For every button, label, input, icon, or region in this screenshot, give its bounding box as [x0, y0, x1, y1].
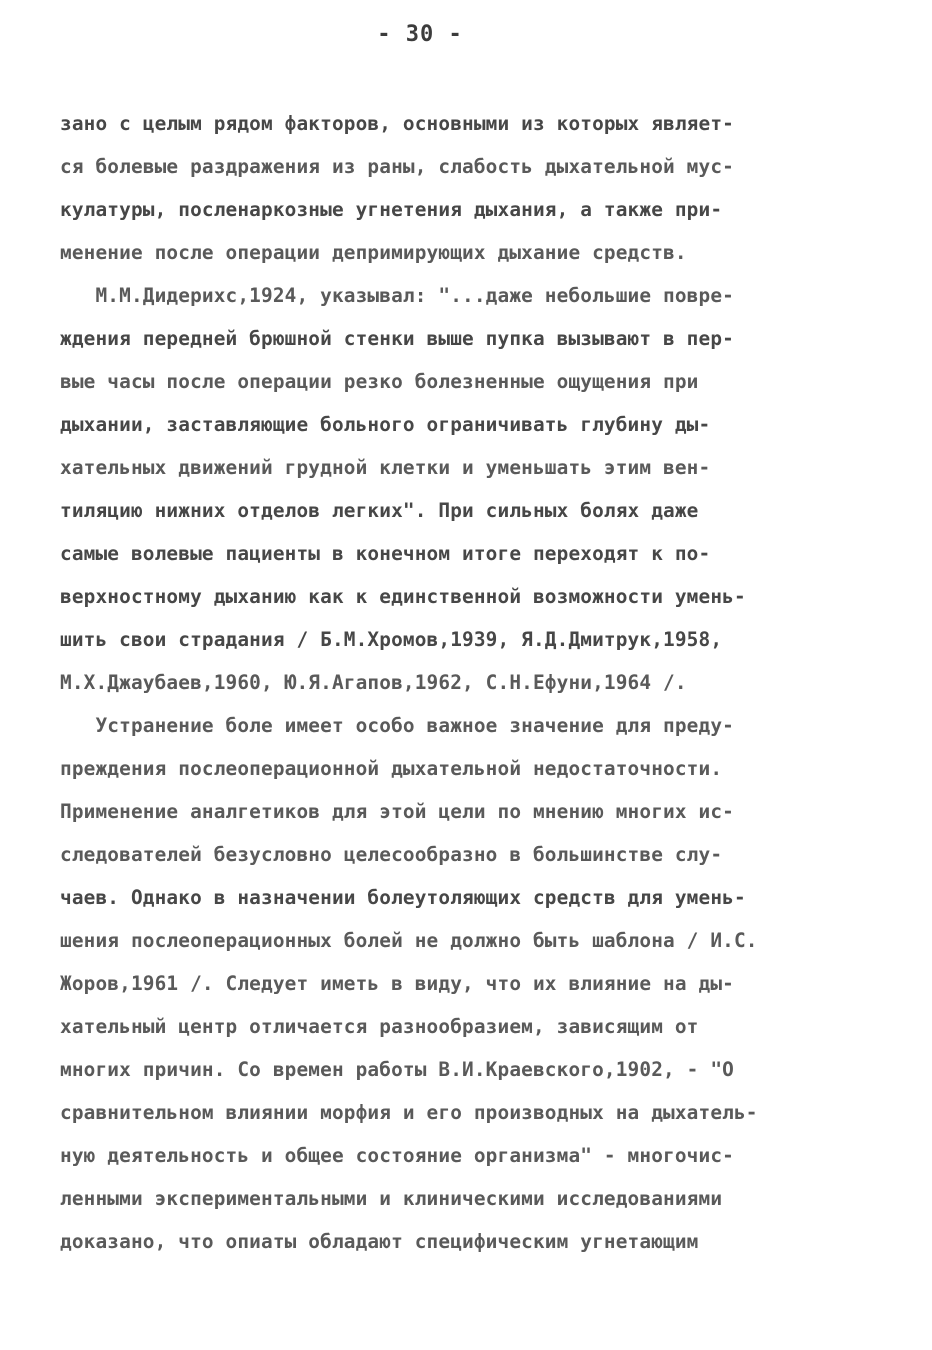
text-line: хательный центр отличается разнообразием, зависящим от [60, 1015, 699, 1038]
text-line: ся болевые раздражения из раны, слабость дыхательной мус- [60, 155, 734, 178]
text-line: Жоров,1961 /. Следует иметь в виду, что их влияние на ды- [60, 972, 734, 995]
paragraph-start-line: Устранение боле имеет особо важное значение для преду- [60, 714, 734, 737]
text-line: хательных движений грудной клетки и уменьшать этим вен- [60, 456, 711, 479]
text-line: ную деятельность и общее состояние организма" - многочис- [60, 1144, 734, 1167]
text-line: тиляцию нижних отделов легких". При сильных болях даже [60, 499, 699, 522]
text-line: преждения послеоперационной дыхательной недостаточности. [60, 757, 723, 780]
paragraph-start-line: М.М.Дидерихс,1924, указывал: "...даже небольшие повре- [60, 284, 734, 307]
text-line: Применение аналгетиков для этой цели по мнению многих ис- [60, 800, 734, 823]
text-line: доказано, что опиаты обладают специфическим угнетающим [60, 1230, 699, 1253]
text-line: следователей безусловно целесообразно в большинстве слу- [60, 843, 723, 866]
body-text [60, 102, 890, 1263]
text-line: дыхании, заставляющие больного ограничивать глубину ды- [60, 413, 711, 436]
text-line: вые часы после операции резко болезненные ощущения при [60, 370, 699, 393]
text-line: верхностному дыханию как к единственной возможности умень- [60, 585, 746, 608]
text-line: менение после операции депримирующих дыхание средств. [60, 241, 687, 264]
text-line: многих причин. Со времен работы В.И.Краевского,1902, - "О [60, 1058, 734, 1081]
text-line: М.Х.Джаубаев,1960, Ю.Я.Агапов,1962, С.Н.Ефуни,1964 /. [60, 671, 687, 694]
text-line: кулатуры, посленаркозные угнетения дыхания, а также при- [60, 198, 723, 221]
text-line: шить свои страдания / Б.М.Хромов,1939, Я.Д.Дмитрук,1958, [60, 628, 723, 651]
text-line: зано с целым рядом факторов, основными из которых являет- [60, 112, 734, 135]
page-number: - 30 - [377, 22, 463, 47]
text-line: ленными экспериментальными и клиническими исследованиями [60, 1187, 723, 1210]
text-line: сравнительном влиянии морфия и его производных на дыхатель- [60, 1101, 758, 1124]
text-line: ждения передней брюшной стенки выше пупка вызывают в пер- [60, 327, 734, 350]
text-line: самые волевые пациенты в конечном итоге переходят к по- [60, 542, 711, 565]
text-line: чаев. Однако в назначении болеутоляющих средств для умень- [60, 886, 746, 909]
text-line: шения послеоперационных болей не должно быть шаблона / И.С. [60, 929, 758, 952]
